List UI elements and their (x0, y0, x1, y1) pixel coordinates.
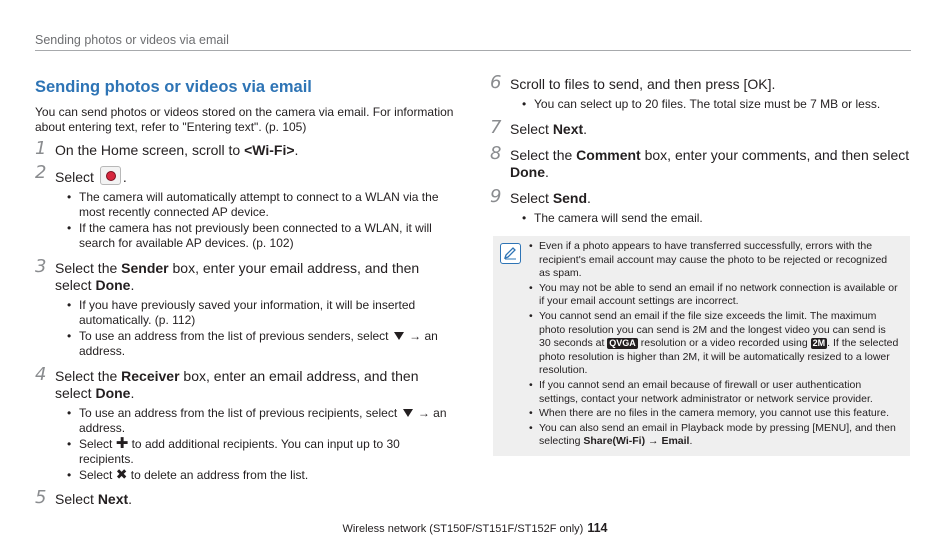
note-text: . (689, 435, 693, 448)
step-keyword: Done (95, 277, 131, 293)
note-item (529, 310, 899, 378)
step-text: Select the (510, 147, 577, 163)
step-2-bullets (55, 190, 455, 251)
step-6-bullets (510, 97, 910, 112)
step-number: 5 (35, 487, 47, 508)
bullet-item (67, 437, 455, 467)
step-keyword: <Wi-Fi> (244, 142, 295, 158)
bullet-text: Select (79, 468, 116, 482)
bullet-item: • The camera will automatically attempt to connect to a WLAN via the most recently connected AP device. (67, 190, 455, 220)
plus-icon: ✚ (115, 435, 129, 452)
note-item: • If you cannot send an email because of firewall or user authentication settings, contact your network administrator or network service provider. (529, 379, 899, 406)
step-1 (35, 138, 455, 159)
note-keyword: Email (661, 435, 690, 448)
left-column (35, 77, 455, 508)
intro-text: You can send photos or videos stored on the camera via email. For information about entering text, refer to "Entering text". (p. 105) (35, 105, 454, 134)
note-item: • You may not be able to send an email if no network connection is available or if your email account settings are incorrect. (529, 282, 899, 309)
note-item: • When there are no files in the camera memory, you cannot use this feature. (529, 407, 899, 421)
step-text: Select the (55, 260, 122, 276)
camera-record-icon (100, 166, 121, 185)
step-text: . (122, 169, 127, 185)
bullet-item: • The camera will send the email. (522, 211, 910, 226)
step-keyword: Receiver (121, 368, 180, 384)
step-keyword: Next (97, 491, 129, 507)
step-2 (35, 162, 455, 251)
x-icon: ✖ (115, 466, 128, 482)
step-4 (35, 364, 455, 483)
step-text: . (130, 385, 135, 401)
note-pencil-icon (501, 244, 520, 263)
step-text: box, enter your email address, and then select (55, 260, 420, 293)
running-header: Sending photos or videos via email (35, 33, 229, 47)
step-number: 3 (35, 256, 47, 277)
step-number: 9 (490, 186, 502, 207)
bullet-text: To use an address from the list of previous recipients, select (79, 406, 401, 420)
bullet-text: → an address. (79, 329, 438, 358)
bullet-item: • If the camera has not previously been connected to a WLAN, it will search for available AP devices. (p. 102) (67, 221, 455, 251)
bullet-text: to add additional recipients. You can input up to 30 recipients. (79, 437, 400, 466)
step-8 (490, 143, 910, 181)
page-number: 114 (587, 521, 608, 535)
step-text: Scroll to files to send, and then press [OK]. (510, 76, 776, 92)
step-number: 4 (35, 364, 47, 385)
note-text: You cannot send an email if the file size exceeds the limit. The maximum photo resolution you can send is 2M and the longest video you can send is 30 seconds at (539, 309, 886, 350)
bullet-text: Select (79, 437, 116, 451)
step-3 (35, 256, 455, 359)
step-number: 7 (490, 117, 502, 138)
step-9-bullets (510, 211, 910, 226)
note-text: You can also send an email in Playback mode by pressing [MENU], and then selecting (539, 421, 896, 448)
step-text: . (294, 142, 299, 158)
step-9 (490, 186, 910, 226)
step-number: 2 (35, 162, 47, 183)
note-text: → (645, 435, 662, 448)
step-5 (35, 487, 455, 508)
note-text: . If the selected photo resolution is higher than 2M, it will be automatically resized to a lower resolution. (539, 337, 899, 377)
step-text: Select (510, 190, 553, 206)
bullet-item (67, 468, 455, 483)
right-column (490, 72, 910, 227)
step-text: . (545, 164, 549, 180)
note-box (493, 236, 910, 456)
step-text: box, enter an email address, and then select (55, 368, 419, 401)
step-text: Select (510, 121, 553, 137)
header-rule (35, 50, 911, 51)
page-footer (0, 521, 950, 535)
section-title: Sending photos or videos via email (35, 78, 312, 96)
qvga-icon: QVGA (609, 338, 636, 349)
triangle-down-icon (394, 332, 404, 340)
step-keyword: Send (552, 190, 588, 206)
bullet-item: • You can select up to 20 files. The total size must be 7 MB or less. (522, 97, 910, 112)
step-text: . (130, 277, 135, 293)
step-number: 6 (490, 72, 502, 93)
bullet-text: To use an address from the list of previous senders, select (79, 329, 392, 343)
bullet-text: to delete an address from the list. (127, 468, 309, 482)
note-icon (500, 243, 521, 264)
step-7 (490, 117, 910, 138)
step-text: . (583, 121, 588, 137)
step-number: 8 (490, 143, 502, 164)
step-keyword: Next (552, 121, 584, 137)
step-6 (490, 72, 910, 112)
bullet-item (67, 406, 455, 436)
step-text: Select (55, 169, 98, 185)
note-keyword: Share(Wi-Fi) (583, 435, 646, 448)
step-number: 1 (35, 138, 47, 159)
note-item (529, 422, 899, 449)
note-list (529, 240, 899, 450)
note-text: resolution or a video recorded using (637, 337, 811, 350)
step-4-bullets (55, 406, 455, 483)
step-3-bullets (55, 298, 455, 359)
step-text: box, enter your comments, and then select (640, 147, 910, 163)
step-keyword: Done (95, 385, 131, 401)
step-text: . (128, 491, 133, 507)
bullet-item: • If you have previously saved your information, it will be inserted automatically. (p. 112) (67, 298, 455, 328)
bullet-text: → an address. (79, 406, 447, 435)
step-keyword: Comment (576, 147, 641, 163)
note-item: • Even if a photo appears to have transferred successfully, errors with the recipient's email account may cause the photo to be rejected or recognized as spam. (529, 240, 899, 281)
step-keyword: Done (510, 164, 545, 180)
step-text: . (587, 190, 591, 206)
footer-text: Wireless network (ST150F/ST151F/ST152F only) (342, 523, 584, 535)
resolution-2m-icon: 2M (812, 338, 826, 349)
step-text: Select (55, 491, 98, 507)
triangle-down-icon (403, 409, 413, 417)
step-keyword: Sender (121, 260, 169, 276)
step-text: Select the (55, 368, 122, 384)
bullet-item (67, 329, 455, 359)
step-text: On the Home screen, scroll to (55, 142, 245, 158)
